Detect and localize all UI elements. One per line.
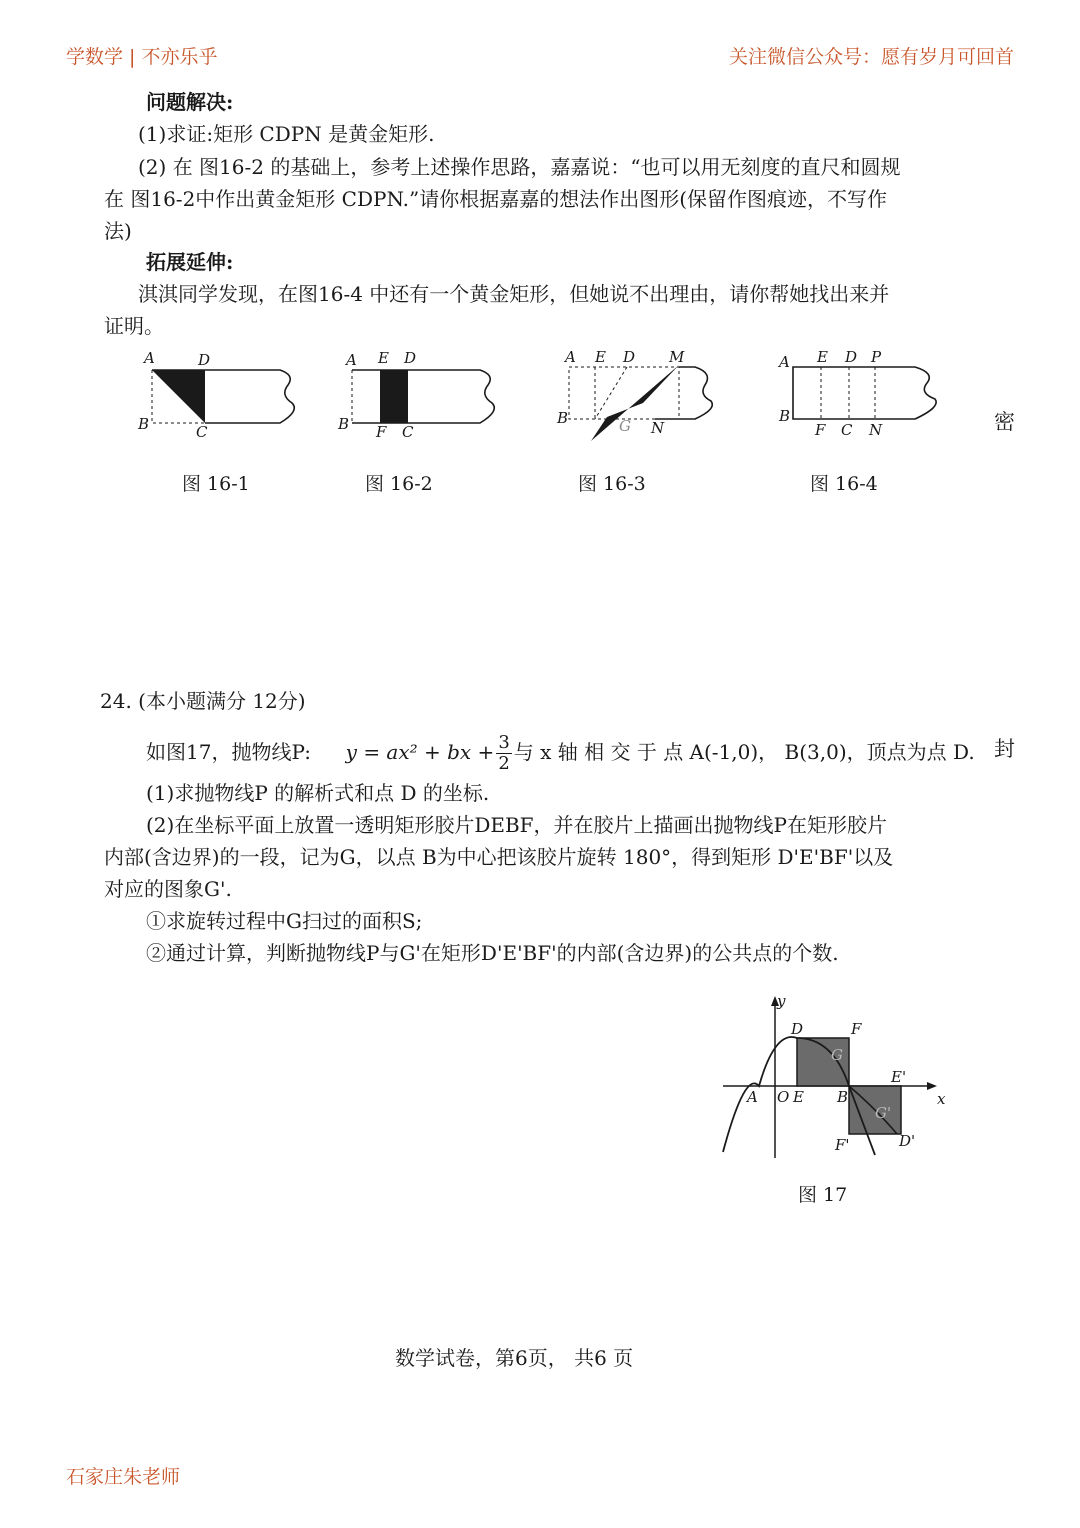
q23-part2-line1: (2) 在 图16-2 的基础上，参考上述操作思路，嘉嘉说：“也可以用无刻度的直尺和圆规: [138, 155, 901, 179]
label-y: y: [777, 992, 786, 1010]
label-B: B: [138, 415, 150, 433]
figure-16-1: [130, 345, 310, 445]
label-D: D: [404, 349, 417, 367]
label-D: D: [623, 348, 636, 366]
binding-mark-feng: 封: [994, 737, 1015, 761]
extension-heading: 拓展延伸:: [146, 250, 234, 274]
caption-16-4: 图 16-4: [810, 473, 878, 495]
caption-16-2: 图 16-2: [365, 473, 433, 495]
q24-part2-line3: 对应的图象G'.: [104, 877, 232, 901]
label-A: A: [144, 349, 155, 367]
label-E: E: [793, 1088, 804, 1106]
label-O: O: [777, 1088, 790, 1106]
figure-16-4: [775, 345, 955, 445]
header-right: 关注微信公众号：愿有岁月可回首: [728, 46, 1014, 68]
label-E: E: [595, 348, 606, 366]
figure-17: [715, 990, 955, 1165]
q24-part2-line2: 内部(含边界)的一段，记为G，以点 B为中心把该胶片旋转 180°，得到矩形 D'E'BF'以及: [104, 845, 894, 869]
label-F: F: [851, 1020, 862, 1038]
q23-part2-line3: 法): [104, 219, 132, 243]
label-P: P: [871, 348, 882, 366]
label-D-prime: D': [899, 1132, 916, 1150]
figure-16-3: [555, 345, 735, 445]
caption-17: 图 17: [798, 1184, 848, 1206]
label-C: C: [196, 423, 208, 441]
formula-fraction: $\frac{3}{2}$: [498, 732, 510, 774]
label-B: B: [837, 1088, 849, 1106]
label-D: D: [791, 1020, 804, 1038]
figure-16-2: [330, 345, 510, 445]
label-D: D: [845, 348, 858, 366]
header-left: 学数学 | 不亦乐乎: [66, 46, 218, 68]
label-N: N: [651, 419, 665, 437]
label-N: N: [869, 421, 883, 439]
q24-heading: 24. (本小题满分 12分): [100, 689, 306, 713]
extension-line2: 证明。: [104, 314, 164, 338]
label-G-prime: G': [875, 1104, 892, 1122]
label-C: C: [402, 423, 414, 441]
q24-intro: [146, 733, 975, 774]
q24-intro-post: 与 x 轴 相 交 于 点 A(-1,0)， B(3,0)，顶点为点 D.: [513, 740, 975, 764]
shaded-fold: [591, 365, 679, 441]
label-C: C: [841, 421, 853, 439]
parabola-formula: y = ax² + bx +: [345, 740, 495, 764]
label-B: B: [779, 407, 791, 425]
label-x: x: [937, 1090, 946, 1108]
label-B: B: [557, 409, 569, 427]
caption-16-3: 图 16-3: [578, 473, 646, 495]
label-E: E: [817, 348, 828, 366]
shaded-rectangle: [380, 370, 408, 423]
page-number: 数学试卷，第6页， 共6 页: [395, 1346, 634, 1370]
caption-16-1: 图 16-1: [182, 473, 250, 495]
q24-part1: (1)求抛物线P 的解析式和点 D 的坐标.: [146, 781, 490, 805]
problem-heading: 问题解决:: [146, 90, 234, 114]
label-A: A: [565, 348, 576, 366]
label-D: D: [198, 351, 211, 369]
label-E-prime: E': [891, 1068, 907, 1086]
footer-author: 石家庄朱老师: [66, 1466, 181, 1488]
label-A: A: [346, 351, 357, 369]
binding-mark-mi: 密: [994, 410, 1015, 434]
q24-sub1: ①求旋转过程中G扫过的面积S;: [146, 909, 423, 933]
q24-part2-line1: (2)在坐标平面上放置一透明矩形胶片DEBF，并在胶片上描画出抛物线P在矩形胶片: [146, 813, 887, 837]
label-A: A: [779, 353, 790, 371]
label-G: G: [619, 417, 631, 435]
label-A: A: [747, 1088, 758, 1106]
q24-intro-pre: 如图17，抛物线P:: [146, 740, 311, 764]
label-F: F: [376, 423, 387, 441]
q24-sub2: ②通过计算，判断抛物线P与G'在矩形D'E'BF'的内部(含边界)的公共点的个数.: [146, 941, 839, 965]
label-B: B: [338, 415, 350, 433]
label-F-prime: F': [835, 1136, 850, 1154]
shaded-triangle: [152, 370, 205, 423]
extension-line1: 淇淇同学发现，在图16-4 中还有一个黄金矩形，但她说不出理由，请你帮她找出来并: [138, 282, 890, 306]
q23-part2-line2: 在 图16-2中作出黄金矩形 CDPN.”请你根据嘉嘉的想法作出图形(保留作图痕迹，不写作: [104, 187, 888, 211]
label-G: G: [831, 1046, 843, 1064]
label-E: E: [378, 349, 389, 367]
label-M: M: [669, 348, 685, 366]
label-F: F: [815, 421, 826, 439]
q23-part1: (1)求证:矩形 CDPN 是黄金矩形.: [138, 122, 435, 146]
